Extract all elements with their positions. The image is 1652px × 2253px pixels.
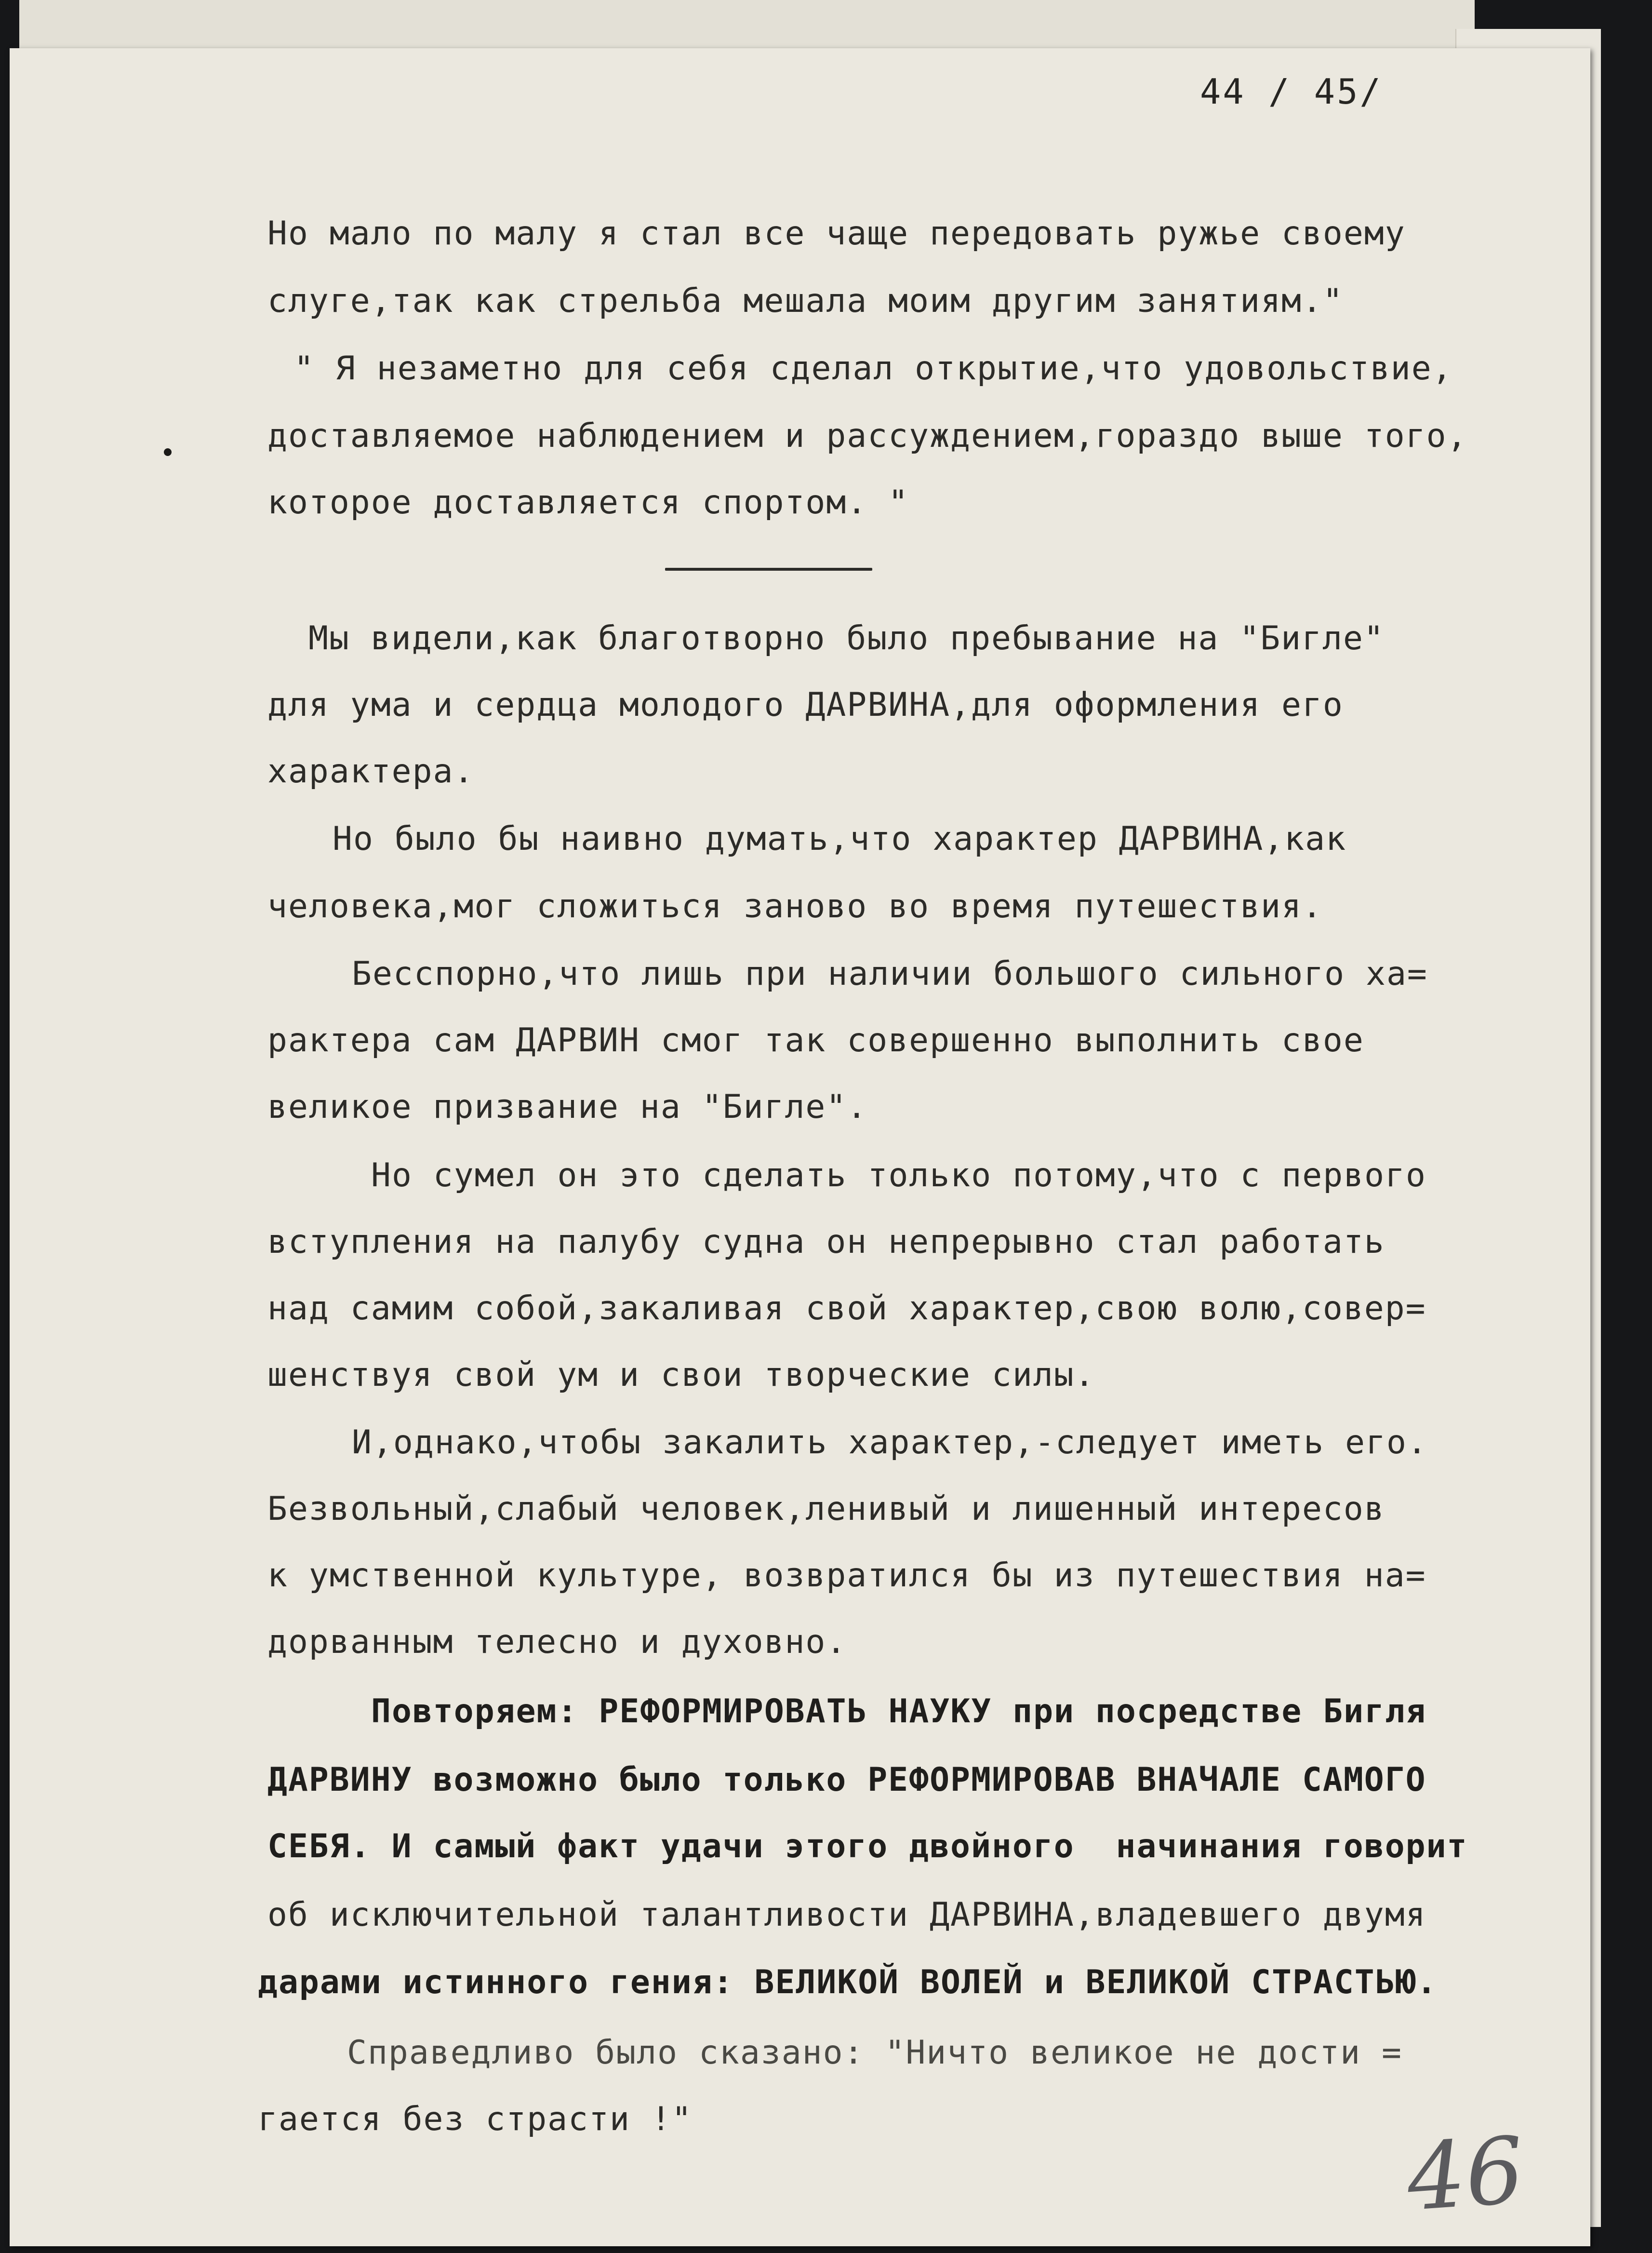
text-line-25: об исключительной талантливости ДАРВИНА,владевшего двумя xyxy=(267,1896,1426,1934)
text-line-7: для ума и сердца молодого ДАРВИНА,для оформления его xyxy=(267,686,1344,724)
text-line-17: шенствуя свой ум и свои творческие силы. xyxy=(267,1356,1095,1394)
text-line-8: характера. xyxy=(267,752,475,791)
text-line-5: которое доставляется спортом. " xyxy=(267,483,909,522)
text-line-28: гается без страсти !" xyxy=(258,2100,693,2138)
text-line-14: Но сумел он это сделать только потому,что с первого xyxy=(371,1156,1426,1194)
text-line-12: рактера сам ДАРВИН смог так совершенно выполнить свое xyxy=(267,1021,1364,1059)
text-line-20: к умственной культуре, возвратился бы из путешествия на= xyxy=(267,1556,1426,1595)
ink-dot xyxy=(164,448,172,456)
section-divider xyxy=(665,568,872,571)
text-line-15: вступления на палубу судна он непрерывно стал работать xyxy=(267,1223,1385,1261)
text-line-13: великое призвание на "Бигле". xyxy=(267,1088,868,1126)
page-number: 44 / 45/ xyxy=(1200,71,1383,112)
text-line-1: Но мало по малу я стал все чаще передовать ружье своему xyxy=(267,215,1406,253)
text-line-6: Мы видели,как благотворно было пребывание на "Бигле" xyxy=(308,619,1385,657)
text-line-27: Справедливо было сказано: "Ничто великое не дости = xyxy=(347,2034,1402,2072)
text-line-18: И,однако,чтобы закалить характер,-следует иметь его. xyxy=(352,1423,1428,1462)
text-line-11: Бесспорно,что лишь при наличии большого сильного ха= xyxy=(352,955,1428,993)
back-sheet-top xyxy=(19,0,1475,53)
text-line-16: над самим собой,закаливая свой характер,свою волю,совер= xyxy=(267,1289,1426,1328)
text-line-9: Но было бы наивно думать,что характер ДАРВИНА,как xyxy=(333,820,1347,858)
text-line-26: дарами истинного гения: ВЕЛИКОЙ ВОЛЕЙ и ВЕЛИКОЙ СТРАСТЬЮ. xyxy=(258,1963,1438,2001)
text-line-10: человека,мог сложиться заново во время путешествия. xyxy=(267,887,1323,925)
text-line-19: Безвольный,слабый человек,ленивый и лишенный интересов xyxy=(267,1490,1385,1528)
text-line-3: " Я незаметно для себя сделал открытие,что удовольствие, xyxy=(294,349,1453,388)
handwritten-page-number: 46 xyxy=(1403,2117,1528,2232)
text-line-21: дорванным телесно и духовно. xyxy=(267,1623,847,1661)
text-line-22: Повторяем: РЕФОРМИРОВАТЬ НАУКУ при посредстве Бигля xyxy=(371,1692,1426,1730)
text-line-23: ДАРВИНУ возможно было только РЕФОРМИРОВАВ ВНАЧАЛЕ САМОГО xyxy=(267,1761,1426,1799)
text-line-24: СЕБЯ. И самый факт удачи этого двойного начинания говорит xyxy=(267,1827,1468,1865)
text-line-4: доставляемое наблюдением и рассуждением,гораздо выше того, xyxy=(267,417,1468,455)
text-line-2: слуге,так как стрельба мешала моим другим занятиям." xyxy=(267,282,1344,320)
